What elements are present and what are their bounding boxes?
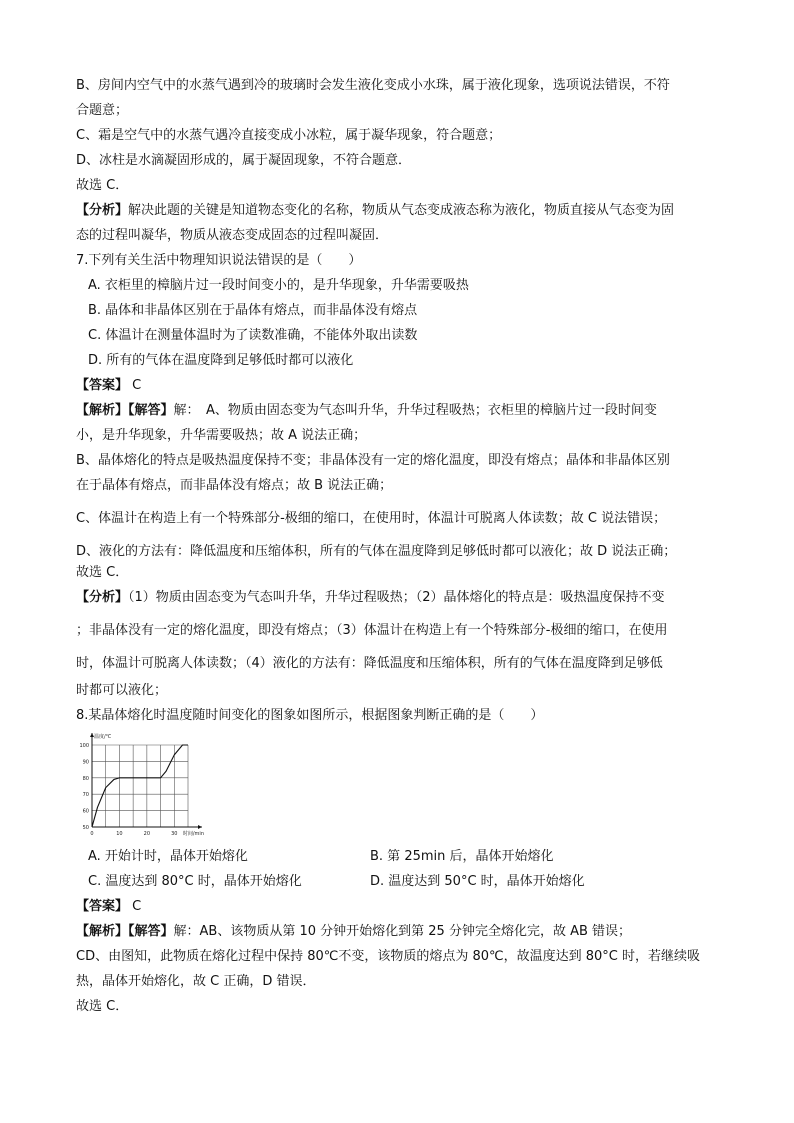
q7-analysis-line-1	[76, 588, 726, 607]
melting-curve-chart	[76, 731, 216, 841]
q8-explanation-text-1: 解：AB、该物质从第 10 分钟开始熔化到第 25 分钟完全熔化完，故 AB 错误；	[173, 924, 632, 939]
y-tick-label: 70	[82, 792, 89, 799]
q7-analysis-line-2: ；非晶体没有一定的熔化温度，即没有熔点；（3）体温计在构造上有一个特殊部分-极细的缩口，在使用	[76, 623, 668, 638]
x-tick-label: 20	[143, 831, 151, 837]
q6-option-d: D、冰柱是水滴凝固形成的，属于凝固现象，不符合题意．	[76, 153, 412, 168]
q7-analysis-text-1: （1）物质由固态变为气态叫升华，升华过程吸热；（2）晶体熔化的特点是：吸热温度保持不变	[128, 590, 665, 605]
q8-option-a: A. 开始计时，晶体开始熔化	[88, 849, 248, 864]
y-tick-label: 60	[82, 808, 89, 815]
y-axis-label: 温度/℃	[94, 734, 112, 740]
q7-analysis-line-4: 时都可以液化；	[76, 683, 168, 698]
explanation-tag: 【解析】【解答】	[76, 403, 174, 418]
q8-explanation-line-1	[76, 922, 726, 941]
q8-answer	[76, 897, 726, 916]
q6-analysis-text-1: 解决此题的关键是知道物态变化的名称，物质从气态变成液态称为液化，物质直接从气态变为固	[128, 203, 675, 218]
q7-option-d: D. 所有的气体在温度降到足够低时都可以液化	[88, 353, 354, 368]
y-tick-label: 50	[82, 825, 89, 831]
x-tick-label: 0	[90, 831, 94, 837]
q7-explanation-line-4: 在于晶体有熔点，而非晶体没有熔点；故 B 说法正确；	[76, 478, 393, 493]
q8-options-row-1	[76, 847, 726, 866]
q8-explanation-line-3: 热，晶体开始熔化，故 C 正确，D 错误．	[76, 974, 316, 989]
q8-option-b: B. 第 25min 后，晶体开始熔化	[370, 849, 554, 864]
analysis-tag: 【分析】	[76, 590, 129, 605]
q7-stem: 7.下列有关生活中物理知识说法错误的是（ ）	[76, 253, 362, 268]
q7-option-c: C. 体温计在测量体温时为了读数准确，不能体外取出读数	[88, 328, 418, 343]
q8-options-row-2	[76, 872, 726, 891]
q7-explanation-line-3: B、晶体熔化的特点是吸热温度保持不变；非晶体没有一定的熔化温度，即没有熔点；晶体和非晶体区别	[76, 453, 670, 468]
q8-stem: 8.某晶体熔化时温度随时间变化的图象如图所示，根据图象判断正确的是（ ）	[76, 708, 544, 723]
document-page	[76, 76, 726, 1016]
q8-option-d: D. 温度达到 50°C 时，晶体开始熔化	[370, 874, 585, 889]
q6-analysis-line-2: 态的过程叫凝华，物质从液态变成固态的过程叫凝固．	[76, 228, 389, 243]
q7-answer	[76, 376, 726, 395]
y-tick-label: 100	[79, 743, 89, 749]
q7-explanation-line-1	[76, 401, 726, 420]
q6-option-c: C、霜是空气中的水蒸气遇冷直接变成小冰粒，属于凝华现象，符合题意；	[76, 128, 502, 143]
q7-explanation-text-1: 解： A、物质由固态变为气态叫升华，升华过程吸热；衣柜里的樟脑片过一段时间变	[173, 403, 657, 418]
melting-curve-svg	[76, 731, 216, 841]
explanation-tag: 【解析】【解答】	[76, 924, 174, 939]
x-axis-label: 时间/min	[182, 831, 204, 837]
q7-explanation-line-2: 小，是升华现象，升华需要吸热；故 A 说法正确；	[76, 428, 367, 443]
q6-choose: 故选 C．	[76, 178, 129, 193]
q8-explanation-line-2: CD、由图知，此物质在熔化过程中保持 80℃不变，该物质的熔点为 80℃，故温度达到 80°C 时，若继续吸	[76, 949, 701, 964]
q7-option-a: A. 衣柜里的樟脑片过一段时间变小的，是升华现象，升华需要吸热	[88, 278, 469, 293]
y-tick-label: 90	[82, 759, 89, 766]
x-tick-label: 10	[116, 831, 123, 837]
answer-tag: 【答案】	[76, 899, 129, 914]
q7-explanation-line-5: C、体温计在构造上有一个特殊部分-极细的缩口，在使用时，体温计可脱离人体读数；故 C 说法错误；	[76, 511, 667, 526]
q7-answer-value: C	[128, 378, 142, 393]
q7-option-b: B. 晶体和非晶体区别在于晶体有熔点，而非晶体没有熔点	[88, 303, 418, 318]
q8-choose: 故选 C．	[76, 999, 129, 1014]
q6-analysis-line-1	[76, 201, 726, 220]
answer-tag: 【答案】	[76, 378, 129, 393]
q6-option-b-line-2: 合题意；	[76, 103, 129, 118]
y-tick-label: 80	[82, 775, 89, 782]
q8-option-c: C. 温度达到 80°C 时，晶体开始熔化	[88, 874, 302, 889]
q7-choose: 故选 C．	[76, 565, 129, 580]
x-tick-label: 30	[171, 831, 178, 837]
q7-explanation-line-6: D、液化的方法有：降低温度和压缩体积，所有的气体在温度降到足够低时都可以液化；故 D 说法正确；	[76, 544, 677, 559]
q7-analysis-line-3: 时，体温计可脱离人体读数；（4）液化的方法有：降低温度和压缩体积，所有的气体在温度降到足够低	[76, 656, 663, 671]
analysis-tag: 【分析】	[76, 203, 129, 218]
q6-option-b-line-1: B、房间内空气中的水蒸气遇到冷的玻璃时会发生液化变成小水珠，属于液化现象，选项说法错误，不符	[76, 78, 670, 93]
q8-answer-value: C	[128, 899, 142, 914]
temperature-curve	[92, 745, 188, 827]
x-axis-arrow	[198, 825, 202, 829]
